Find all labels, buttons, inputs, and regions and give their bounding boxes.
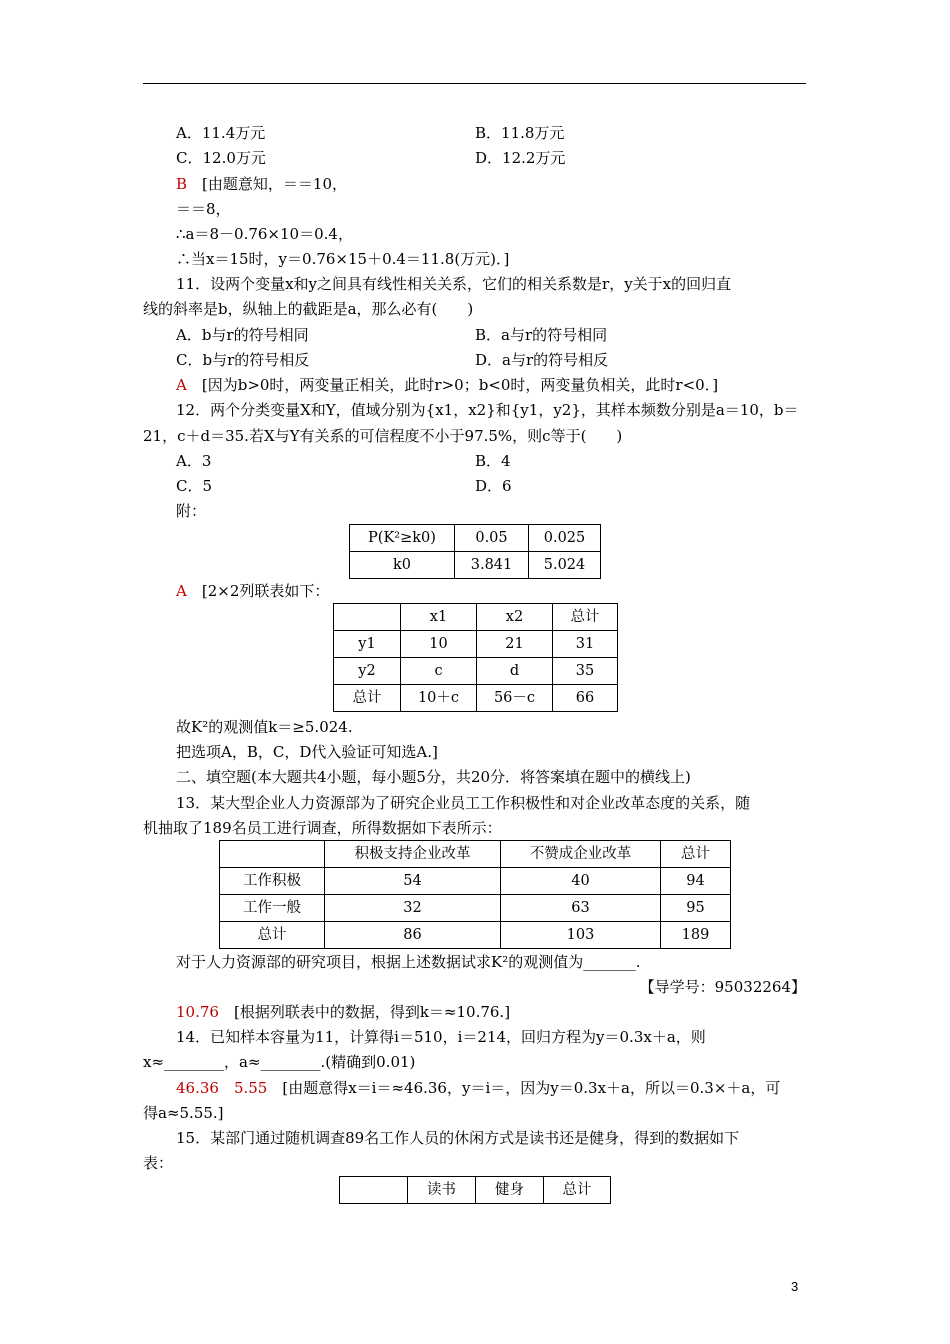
q12-option-c: C．5	[176, 477, 213, 495]
q10-solution-line3: ∴a＝8－0.76×10＝0.4，	[176, 225, 353, 243]
q11-option-a: A．b与r的符号相同	[176, 326, 309, 344]
table-cell: 86	[325, 922, 501, 949]
q12-appendix-label: 附：	[176, 502, 207, 520]
q12-reference-table	[349, 524, 601, 579]
q13-answer: 10.76	[176, 1003, 219, 1021]
q15-data-table	[339, 1176, 611, 1204]
header-rule	[143, 83, 806, 84]
table-cell: 3.841	[455, 552, 529, 579]
q14-solution-line2: 得a≈5.55.]	[143, 1104, 224, 1122]
section-heading: 二、填空题(本大题共4小题，每小题5分，共20分．将答案填在题中的横线上)	[176, 768, 691, 786]
q10-option-c: C．12.0万元	[176, 149, 266, 167]
table-cell: 读书	[408, 1177, 476, 1204]
table-cell: 积极支持企业改革	[325, 841, 501, 868]
page-number: 3	[791, 1279, 799, 1294]
table-cell: 0.05	[455, 525, 529, 552]
table-cell: 54	[325, 868, 501, 895]
q12-option-d: D．6	[475, 477, 512, 495]
table-cell: y2	[334, 658, 401, 685]
table-cell: 32	[325, 895, 501, 922]
table-cell: 工作积极	[220, 868, 325, 895]
table-cell: 40	[501, 868, 661, 895]
table-cell	[340, 1177, 408, 1204]
table-cell: 10＋c	[401, 685, 477, 712]
table-cell: k0	[350, 552, 455, 579]
table-cell: x2	[477, 604, 553, 631]
q13-solution-text: [根据列联表中的数据，得到k＝≈10.76.]	[233, 1003, 511, 1021]
q14-stem-line1: 14．已知样本容量为11，计算得i＝510，i＝214，回归方程为y＝0.3x＋a，则	[176, 1028, 706, 1046]
table-cell: 66	[553, 685, 618, 712]
table-cell: x1	[401, 604, 477, 631]
q10-solution-line1	[176, 175, 347, 193]
table-cell	[220, 841, 325, 868]
q13-stem-line1: 13．某大型企业人力资源部为了研究企业员工工作积极性和对企业改革态度的关系，随	[176, 794, 751, 812]
table-cell: 31	[553, 631, 618, 658]
q10-answer: B	[176, 175, 188, 193]
q14-stem-line2: x≈________，a≈________.(精确到0.01)	[143, 1053, 416, 1071]
q12-stem-line2: 21，c＋d＝35.若X与Y有关系的可信程度不小于97.5%，则c等于( )	[143, 427, 623, 445]
table-cell: d	[477, 658, 553, 685]
q11-option-c: C．b与r的符号相反	[176, 351, 310, 369]
table-cell: 总计	[553, 604, 618, 631]
q10-option-a: A．11.4万元	[176, 124, 266, 142]
q13-stem-line2: 机抽取了189名员工进行调查，所得数据如下表所示：	[143, 819, 502, 837]
q10-solution-line4: ∴当x＝15时，y＝0.76×15＋0.4＝11.8(万元)．]	[176, 250, 510, 268]
q11-solution-text: [因为b>0时，两变量正相关，此时r>0；b<0时，两变量负相关，此时r<0．]	[201, 376, 719, 394]
table-cell: 189	[661, 922, 731, 949]
table-cell: 35	[553, 658, 618, 685]
q10-option-b: B．11.8万元	[475, 124, 565, 142]
table-cell: 63	[501, 895, 661, 922]
q10-solution-line2: ＝＝8，	[176, 200, 231, 218]
table-cell: 94	[661, 868, 731, 895]
q12-solution-line2: 故K²的观测值k＝≥5.024.	[176, 718, 353, 736]
q13-stem-line3: 对于人力资源部的研究项目，根据上述数据试求K²的观测值为_______.	[176, 953, 641, 971]
q10-solution-text: [由题意知，＝＝10，	[202, 175, 347, 193]
q11-answer: A	[176, 376, 187, 394]
q12-stem-line1: 12．两个分类变量X和Y，值域分别为{x1，x2}和{y1，y2}，其样本频数分别是a＝10，b＝	[176, 401, 799, 419]
table-cell: 95	[661, 895, 731, 922]
q13-guide-number: 【导学号：95032264】	[639, 978, 806, 996]
table-cell: 0.025	[529, 525, 601, 552]
table-cell: 总计	[220, 922, 325, 949]
q11-option-d: D．a与r的符号相反	[475, 351, 609, 369]
table-cell: 56－c	[477, 685, 553, 712]
table-cell: 总计	[544, 1177, 611, 1204]
q11-stem-line1: 11．设两个变量x和y之间具有线性相关关系，它们的相关系数是r，y关于x的回归直	[176, 275, 732, 293]
q14-answer: 46.36 5.55	[176, 1079, 268, 1097]
q12-solution-line1	[176, 582, 329, 600]
q12-solution-line3: 把选项A，B，C，D代入验证可知选A.]	[176, 743, 438, 761]
q13-data-table	[219, 840, 731, 949]
table-cell: 总计	[661, 841, 731, 868]
table-cell: 不赞成企业改革	[501, 841, 661, 868]
q12-option-a: A．3	[176, 452, 212, 470]
q10-option-d: D．12.2万元	[475, 149, 566, 167]
q15-stem-line1: 15．某部门通过随机调查89名工作人员的休闲方式是读书还是健身，得到的数据如下	[176, 1129, 740, 1147]
q15-stem-line2: 表：	[143, 1154, 174, 1172]
q14-solution-text: [由题意得x＝i＝≈46.36，y＝i＝，因为y＝0.3x＋a，所以＝0.3×＋a，可	[282, 1079, 781, 1097]
q12-option-b: B．4	[475, 452, 511, 470]
q12-solution-text: [2×2列联表如下：	[201, 582, 330, 600]
q13-solution	[176, 1003, 510, 1021]
table-cell: 21	[477, 631, 553, 658]
q11-solution	[176, 376, 718, 394]
table-cell: 工作一般	[220, 895, 325, 922]
table-cell: 103	[501, 922, 661, 949]
q12-answer: A	[176, 582, 187, 600]
q11-stem-line2: 线的斜率是b，纵轴上的截距是a，那么必有( )	[143, 300, 474, 318]
table-cell: P(K²≥k0)	[350, 525, 455, 552]
table-cell: 10	[401, 631, 477, 658]
table-cell: 总计	[334, 685, 401, 712]
q12-contingency-table	[333, 603, 618, 712]
q14-solution-line1	[176, 1079, 780, 1097]
q11-option-b: B．a与r的符号相同	[475, 326, 608, 344]
table-cell	[334, 604, 401, 631]
table-cell: c	[401, 658, 477, 685]
table-cell: 5.024	[529, 552, 601, 579]
table-cell: y1	[334, 631, 401, 658]
table-cell: 健身	[476, 1177, 544, 1204]
